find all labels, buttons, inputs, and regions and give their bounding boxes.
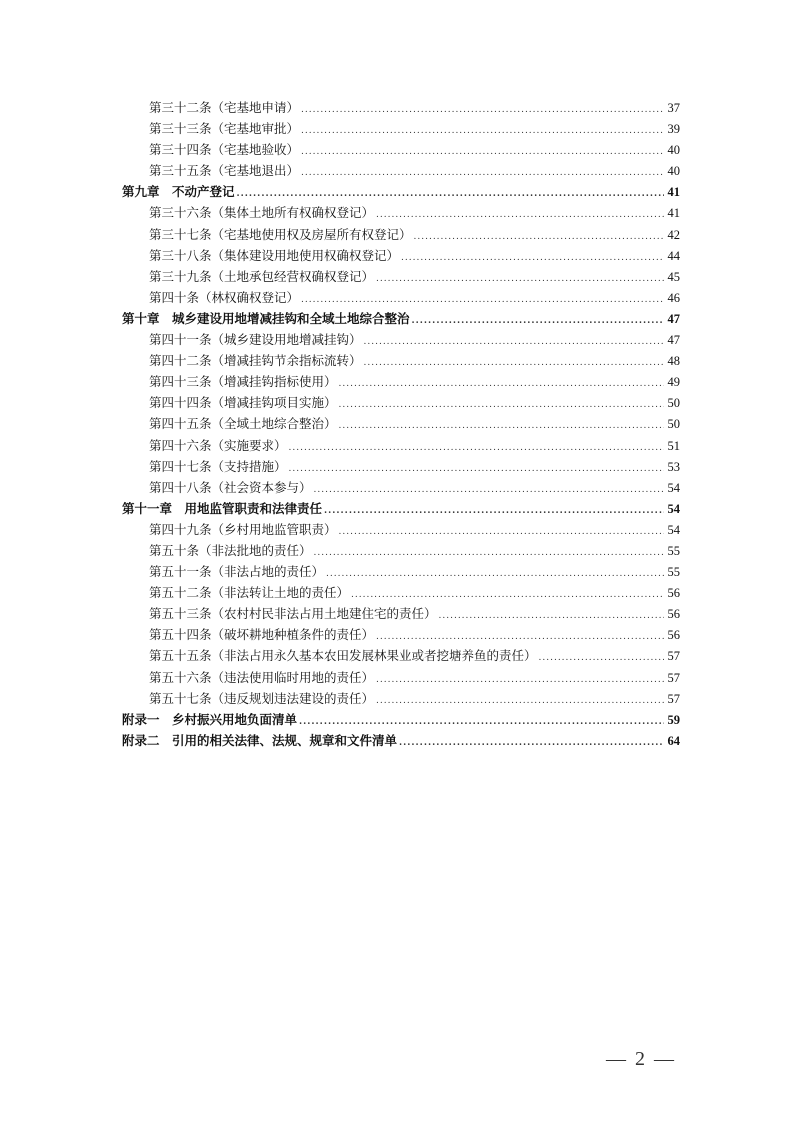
toc-dot-leader	[324, 501, 664, 522]
toc-article-entry[interactable]	[122, 477, 680, 498]
toc-article-entry[interactable]	[122, 224, 680, 245]
toc-article-entry[interactable]	[122, 350, 680, 371]
toc-entry-page-number: 56	[667, 586, 680, 601]
toc-entry-page-number: 56	[667, 607, 680, 622]
toc-entry-page-number: 48	[667, 354, 680, 369]
toc-entry-page-number: 42	[667, 227, 680, 242]
toc-dot-leader	[364, 332, 664, 353]
toc-entry-page-number: 40	[667, 143, 680, 158]
toc-chapter-entry[interactable]	[122, 308, 680, 329]
toc-article-entry[interactable]	[122, 118, 680, 139]
toc-dot-leader	[539, 648, 664, 669]
toc-dot-leader	[301, 100, 664, 121]
toc-dot-leader	[376, 205, 664, 226]
toc-entry-page-number: 50	[667, 417, 680, 432]
toc-article-entry[interactable]	[122, 413, 680, 434]
toc-article-entry[interactable]	[122, 645, 680, 666]
toc-article-entry[interactable]	[122, 582, 680, 603]
toc-entry-title: 第五十七条（违反规划违法建设的责任）	[149, 690, 375, 706]
toc-entry-title: 第四十条（林权确权登记）	[149, 289, 300, 305]
toc-article-entry[interactable]	[122, 561, 680, 582]
toc-article-entry[interactable]	[122, 139, 680, 160]
toc-entry-page-number: 49	[667, 375, 680, 390]
toc-dot-leader	[364, 353, 664, 374]
toc-article-entry[interactable]	[122, 266, 680, 287]
toc-dot-leader	[314, 543, 664, 564]
toc-entry-title: 第十章 城乡建设用地增减挂钩和全域土地综合整治	[122, 310, 410, 326]
toc-entry-title: 第五十二条（非法转让土地的责任）	[149, 585, 350, 601]
toc-dot-leader	[439, 606, 664, 627]
toc-entry-title: 第四十三条（增减挂钩指标使用）	[149, 374, 337, 390]
toc-entry-page-number: 53	[667, 459, 680, 474]
toc-article-entry[interactable]	[122, 287, 680, 308]
toc-dot-leader	[412, 311, 664, 332]
toc-entry-page-number: 55	[667, 543, 680, 558]
toc-dot-leader	[401, 248, 664, 269]
toc-entry-title: 第三十六条（集体土地所有权确权登记）	[149, 205, 375, 221]
toc-article-entry[interactable]	[122, 667, 680, 688]
toc-dot-leader	[301, 121, 664, 142]
toc-dot-leader	[399, 733, 664, 754]
toc-entry-title: 第三十二条（宅基地申请）	[149, 100, 300, 115]
toc-entry-page-number: 57	[667, 670, 680, 685]
toc-article-entry[interactable]	[122, 97, 680, 118]
toc-article-entry[interactable]	[122, 540, 680, 561]
toc-article-entry[interactable]	[122, 435, 680, 456]
toc-dot-leader	[339, 395, 664, 416]
toc-dot-leader	[339, 374, 664, 395]
toc-entry-title: 附录一 乡村振兴用地负面清单	[122, 711, 298, 727]
toc-entry-title: 第三十九条（土地承包经营权确权登记）	[149, 268, 375, 284]
toc-entry-page-number: 50	[667, 396, 680, 411]
toc-entry-title: 第四十四条（增减挂钩项目实施）	[149, 395, 337, 411]
toc-article-entry[interactable]	[122, 160, 680, 181]
toc-article-entry[interactable]	[122, 329, 680, 350]
toc-entry-title: 第十一章 用地监管职责和法律责任	[122, 500, 323, 516]
toc-entry-page-number: 46	[667, 290, 680, 305]
toc-entry-page-number: 39	[667, 122, 680, 137]
toc-entry-page-number: 57	[667, 649, 680, 664]
toc-dot-leader	[289, 459, 664, 480]
toc-entry-title: 第四十七条（支持措施）	[149, 458, 287, 474]
toc-dot-leader	[339, 522, 664, 543]
toc-article-entry[interactable]	[122, 688, 680, 709]
toc-entry-page-number: 51	[667, 438, 680, 453]
toc-article-entry[interactable]	[122, 371, 680, 392]
toc-entry-title: 第三十四条（宅基地验收）	[149, 142, 300, 158]
toc-entry-page-number: 41	[667, 206, 680, 221]
toc-dot-leader	[414, 227, 664, 248]
toc-entry-page-number: 41	[667, 185, 680, 200]
toc-article-entry[interactable]	[122, 603, 680, 624]
toc-chapter-entry[interactable]	[122, 181, 680, 202]
toc-entry-page-number: 37	[667, 101, 680, 115]
toc-entry-title: 第五十三条（农村村民非法占用土地建住宅的责任）	[149, 606, 437, 622]
toc-entry-page-number: 55	[667, 565, 680, 580]
toc-entry-title: 第五十一条（非法占地的责任）	[149, 564, 325, 580]
toc-entry-page-number: 40	[667, 164, 680, 179]
toc-entry-title: 第四十二条（增减挂钩节余指标流转）	[149, 353, 362, 369]
toc-article-entry[interactable]	[122, 392, 680, 413]
toc-dot-leader	[314, 480, 664, 501]
toc-entry-page-number: 44	[667, 248, 680, 263]
toc-dot-leader	[376, 670, 664, 691]
toc-article-entry[interactable]	[122, 624, 680, 645]
toc-entry-title: 第四十八条（社会资本参与）	[149, 479, 312, 495]
toc-dot-leader	[339, 416, 664, 437]
toc-entry-page-number: 56	[667, 628, 680, 643]
toc-dot-leader	[289, 438, 664, 459]
toc-entry-page-number: 47	[667, 311, 680, 326]
toc-entry-page-number: 54	[667, 501, 680, 516]
table-of-contents	[122, 97, 680, 751]
toc-entry-title: 第五十条（非法批地的责任）	[149, 542, 312, 558]
toc-article-entry[interactable]	[122, 245, 680, 266]
toc-entry-page-number: 57	[667, 691, 680, 706]
toc-entry-page-number: 54	[667, 522, 680, 537]
toc-chapter-entry[interactable]	[122, 709, 680, 730]
toc-entry-title: 第四十六条（实施要求）	[149, 437, 287, 453]
toc-entry-title: 第五十四条（破坏耕地种植条件的责任）	[149, 627, 375, 643]
toc-entry-page-number: 54	[667, 480, 680, 495]
toc-entry-page-number: 47	[667, 333, 680, 348]
toc-dot-leader	[326, 564, 664, 585]
toc-entry-title: 第四十一条（城乡建设用地增减挂钩）	[149, 332, 362, 348]
toc-entry-title: 第四十九条（乡村用地监管职责）	[149, 521, 337, 537]
toc-entry-title: 第三十八条（集体建设用地使用权确权登记）	[149, 247, 400, 263]
toc-entry-title: 第四十五条（全域土地综合整治）	[149, 416, 337, 432]
toc-entry-title: 第三十七条（宅基地使用权及房屋所有权登记）	[149, 226, 412, 242]
toc-dot-leader	[301, 142, 664, 163]
toc-chapter-entry[interactable]	[122, 730, 680, 751]
toc-entry-title: 第三十三条（宅基地审批）	[149, 121, 300, 137]
toc-dot-leader	[301, 163, 664, 184]
toc-entry-page-number: 59	[667, 712, 680, 727]
toc-entry-title: 第五十六条（违法使用临时用地的责任）	[149, 669, 375, 685]
toc-article-entry[interactable]	[122, 456, 680, 477]
toc-entry-page-number: 45	[667, 269, 680, 284]
toc-chapter-entry[interactable]	[122, 498, 680, 519]
toc-article-entry[interactable]	[122, 519, 680, 540]
toc-dot-leader	[376, 269, 664, 290]
page-number: — 2 —	[606, 1048, 676, 1070]
toc-dot-leader	[376, 691, 664, 712]
toc-entry-title: 第五十五条（非法占用永久基本农田发展林果业或者挖塘养鱼的责任）	[149, 648, 537, 664]
toc-entry-title: 附录二 引用的相关法律、法规、规章和文件清单	[122, 732, 398, 748]
toc-article-entry[interactable]	[122, 202, 680, 223]
toc-entry-title: 第九章 不动产登记	[122, 184, 235, 200]
toc-entry-page-number: 64	[667, 733, 680, 748]
toc-entry-title: 第三十五条（宅基地退出）	[149, 163, 300, 179]
